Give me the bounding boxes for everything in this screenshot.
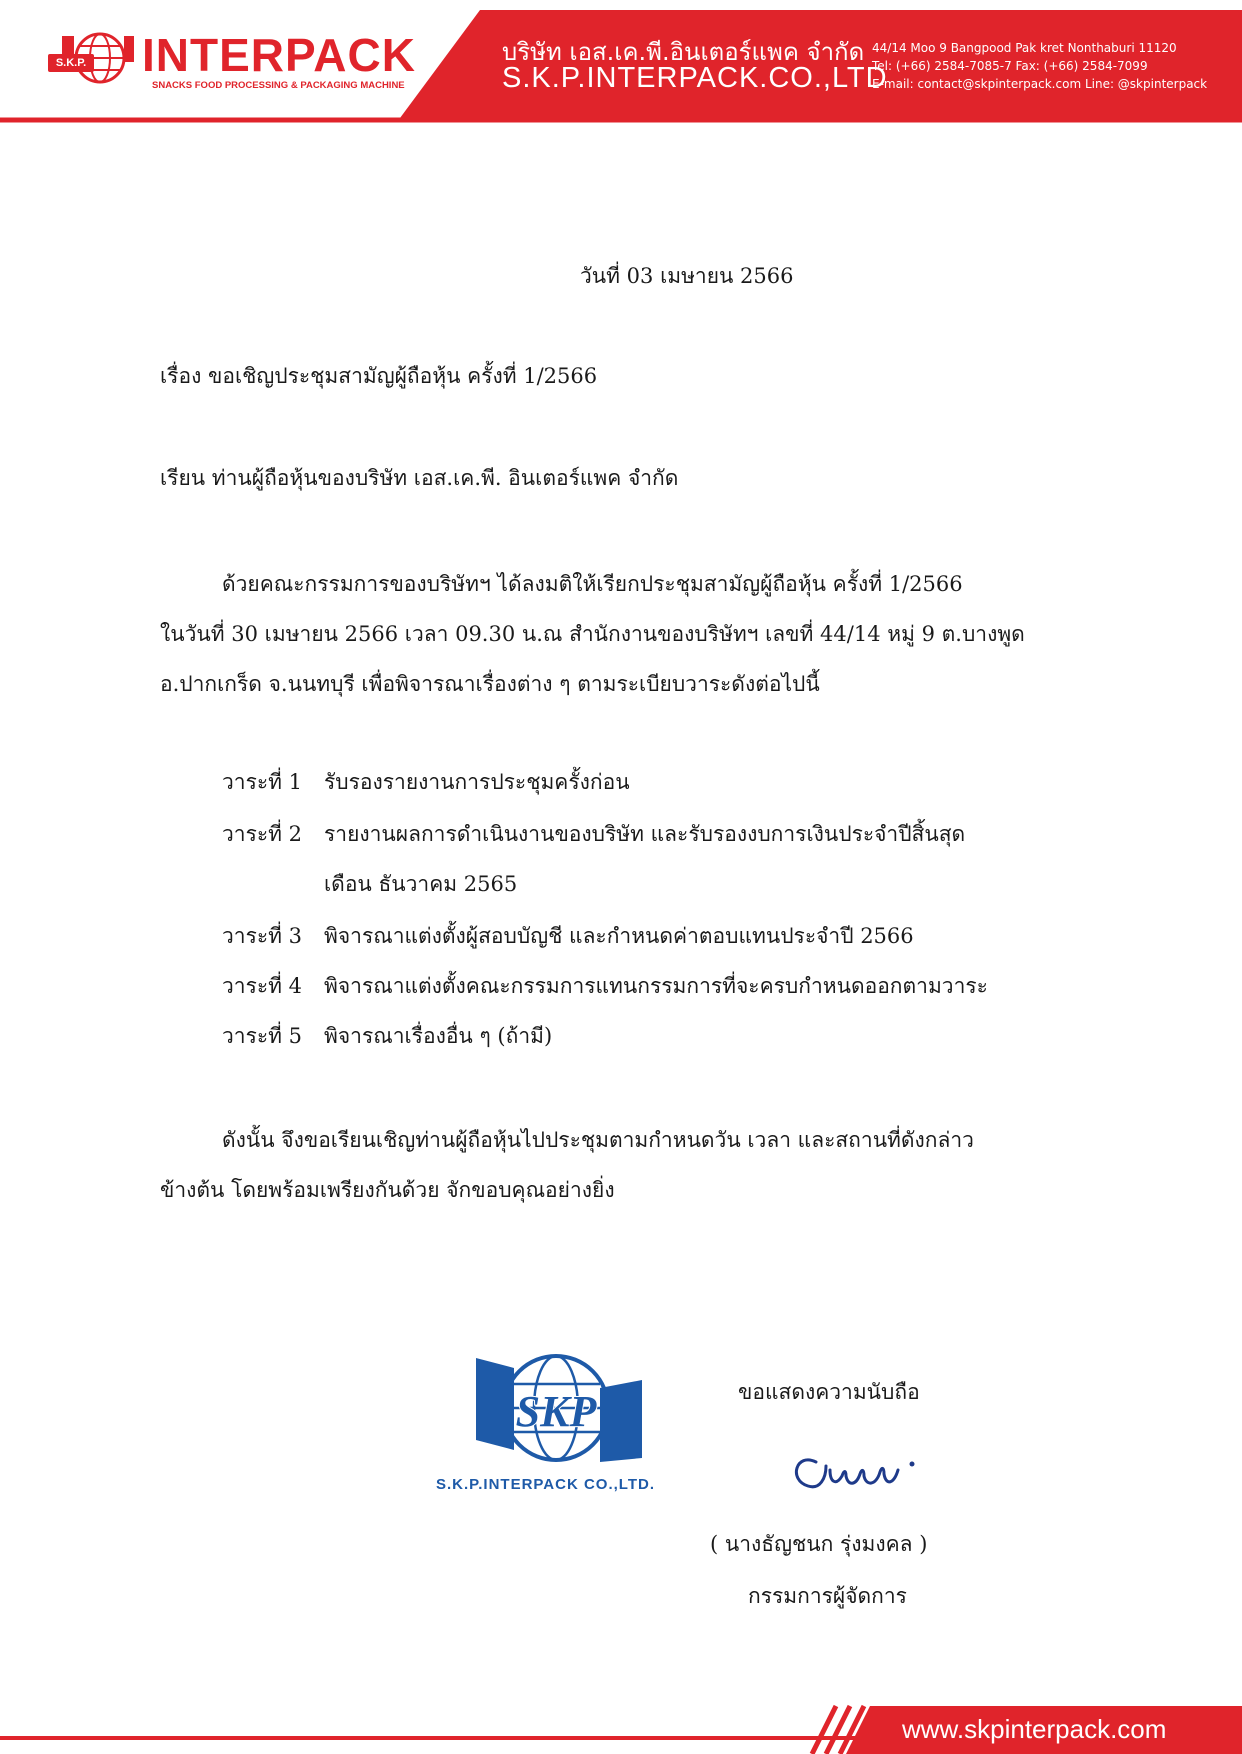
closing-line: ดังนั้น จึงขอเรียนเชิญท่านผู้ถือหุ้นไปประชุมตามกำหนดวัน เวลา และสถานที่ดังกล่าว [222, 1128, 974, 1152]
company-stamp [436, 1340, 656, 1472]
company-name-thai: บริษัท เอส.เค.พี.อินเตอร์แพค จำกัด [502, 38, 865, 66]
agenda-text: พิจารณาเรื่องอื่น ๆ (ถ้ามี) [324, 1024, 553, 1048]
agenda-text: รายงานผลการดำเนินงานของบริษัท และรับรองงบการเงินประจำปีสิ้นสุด [324, 822, 966, 846]
agenda-label: วาระที่ 4 [222, 974, 303, 998]
agenda-label: วาระที่ 1 [222, 770, 303, 794]
company-phone-fax: Tel: (+66) 2584-7085-7 Fax: (+66) 2584-7099 [872, 59, 1148, 73]
agenda-label: วาระที่ 3 [222, 924, 303, 948]
body-line: ในวันที่ 30 เมษายน 2566 เวลา 09.30 น.ณ สำนักงานของบริษัทฯ เลขที่ 44/14 หมู่ 9 ต.บางพูด [160, 622, 1025, 646]
letter-subject: เรื่อง ขอเชิญประชุมสามัญผู้ถือหุ้น ครั้งที่ 1/2566 [160, 364, 598, 388]
body-line: ด้วยคณะกรรมการของบริษัทฯ ได้ลงมติให้เรียกประชุมสามัญผู้ถือหุ้น ครั้งที่ 1/2566 [222, 572, 963, 596]
letter-date: วันที่ 03 เมษายน 2566 [580, 264, 794, 288]
closing-line: ข้างต้น โดยพร้อมเพรียงกันด้วย จักขอบคุณอย่างยิ่ง [160, 1178, 615, 1202]
agenda-text: พิจารณาแต่งตั้งคณะกรรมการแทนกรรมการที่จะครบกำหนดออกตามวาระ [324, 974, 988, 998]
logo-text: INTERPACK [142, 29, 416, 81]
agenda-label: วาระที่ 5 [222, 1024, 303, 1048]
signature [786, 1442, 926, 1502]
logo-tagline: SNACKS FOOD PROCESSING & PACKAGING MACHINE [152, 80, 405, 91]
agenda-text-continued: เดือน ธันวาคม 2565 [324, 872, 518, 896]
signer-name: ( นางธัญชนก รุ่งมงคล ) [710, 1532, 928, 1556]
company-logo [48, 26, 416, 96]
agenda-text: รับรองรายงานการประชุมครั้งก่อน [324, 770, 630, 794]
footer-website: www.skpinterpack.com [902, 1714, 1167, 1744]
stamp-caption: S.K.P.INTERPACK CO.,LTD. [436, 1476, 656, 1493]
company-name-english: S.K.P.INTERPACK.CO.,LTD [502, 62, 888, 94]
company-contact [872, 39, 1207, 93]
agenda-text: พิจารณาแต่งตั้งผู้สอบบัญชี และกำหนดค่าตอบแทนประจำปี 2566 [324, 924, 914, 948]
agenda-label: วาระที่ 2 [222, 822, 303, 846]
signer-title: กรรมการผู้จัดการ [748, 1584, 907, 1608]
company-email-line: E-mail: contact@skpinterpack.com Line: @skpinterpack [872, 77, 1208, 91]
regards: ขอแสดงความนับถือ [738, 1380, 920, 1404]
company-address: 44/14 Moo 9 Bangpood Pak kret Nonthaburi 11120 [872, 41, 1177, 55]
svg-text:SKP: SKP [515, 1387, 597, 1436]
logo-badge: S.K.P. [48, 54, 94, 72]
body-line: อ.ปากเกร็ด จ.นนทบุรี เพื่อพิจารณาเรื่องต่าง ๆ ตามระเบียบวาระดังต่อไปนี้ [160, 672, 820, 696]
letter-recipient: เรียน ท่านผู้ถือหุ้นของบริษัท เอส.เค.พี. อินเตอร์แพค จำกัด [160, 466, 679, 490]
